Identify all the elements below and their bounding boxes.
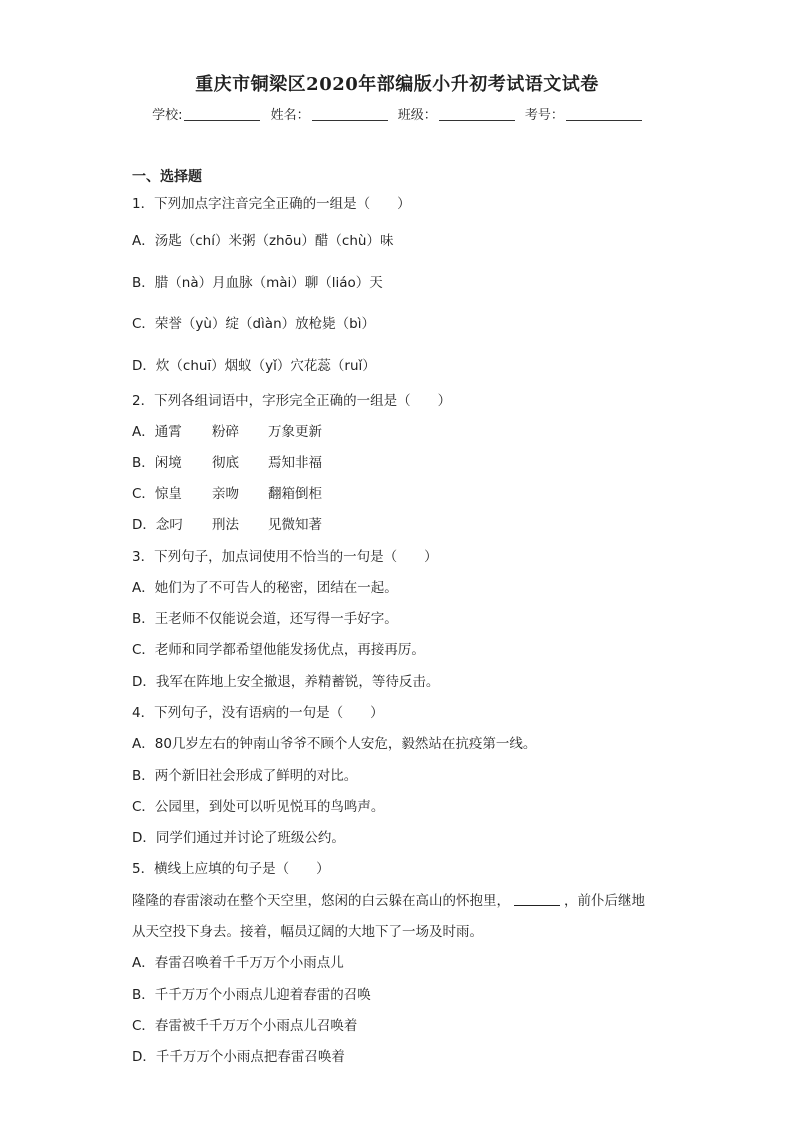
q1-option-d[interactable]: D．炊（chuī）烟蚁（yǐ）穴花蕊（ruǐ） [132,358,376,374]
q2-a-word-2: 粉碎 [212,424,239,440]
q5-option-a[interactable]: A．春雷召唤着千千万万个小雨点儿 [132,955,344,971]
q3-option-a[interactable]: A．她们为了不可告人的秘密，团结在一起。 [132,580,398,596]
school-field[interactable] [152,104,260,123]
q3-stem: 3．下列句子，加点词使用不恰当的一句是（ ） [132,549,438,565]
q1-option-c[interactable]: C．荣誉（yù）绽（dìàn）放枪毙（bì） [132,316,375,332]
q2-c-word-1: C．惊皇 [132,486,182,502]
q2-option-d[interactable] [132,513,322,533]
q2-option-a[interactable] [132,420,322,440]
q2-b-word-2: 彻底 [212,455,239,471]
q5-answer-blank[interactable] [514,893,560,906]
q2-c-word-2: 亲吻 [212,486,239,502]
q5-option-d[interactable]: D．千千万万个小雨点把春雷召唤着 [132,1049,345,1065]
q2-d-word-2: 刑法 [212,517,239,533]
class-blank[interactable] [439,108,515,121]
q3-option-b[interactable]: B．王老师不仅能说会道，还写得一手好字。 [132,611,398,627]
q2-stem: 2．下列各组词语中，字形完全正确的一组是（ ） [132,393,452,409]
class-field[interactable] [398,104,515,123]
school-label: 学校: [152,108,183,123]
q2-d-word-3: 见微知著 [268,517,322,533]
q2-option-b[interactable] [132,451,322,471]
q1-option-b[interactable]: B．腊（nà）月血脉（mài）聊（liáo）天 [132,275,383,291]
q3-option-d[interactable]: D．我军在阵地上安全撤退，养精蓄锐，等待反击。 [132,674,440,690]
q3-option-c[interactable]: C．老师和同学都希望他能发扬优点，再接再厉。 [132,642,425,658]
q4-option-d[interactable]: D．同学们通过并讨论了班级公约。 [132,830,345,846]
q5-passage-part-1: 隆隆的春雷滚动在整个天空里，悠闲的白云躲在高山的怀抱里， [132,893,510,909]
q4-option-b[interactable]: B．两个新旧社会形成了鲜明的对比。 [132,768,358,784]
q5-passage-line-2: 从天空投下身去。接着，幅员辽阔的大地下了一场及时雨。 [132,924,483,940]
q5-option-b[interactable]: B．千千万万个小雨点儿迎着春雷的召唤 [132,987,371,1003]
school-blank[interactable] [184,108,260,121]
student-info-row [0,104,794,123]
class-label: 班级： [397,108,437,123]
q2-b-word-3: 焉知非福 [268,455,322,471]
q5-option-c[interactable]: C．春雷被千千万万个小雨点儿召唤着 [132,1018,358,1034]
q2-a-word-3: 万象更新 [268,424,322,440]
q4-stem: 4．下列句子，没有语病的一句是（ ） [132,705,384,721]
q1-option-a[interactable]: A．汤匙（chí）米粥（zhōu）醋（chù）味 [132,233,394,249]
q4-option-c[interactable]: C．公园里，到处可以听见悦耳的鸟鸣声。 [132,799,385,815]
q2-option-c[interactable] [132,482,322,502]
q1-stem: 1．下列加点字注音完全正确的一组是（ ） [132,196,411,212]
q2-c-word-3: 翻箱倒柜 [268,486,322,502]
exam-number-field[interactable] [525,104,642,123]
q2-b-word-1: B．闲境 [132,455,182,471]
exam-number-label: 考号： [524,108,564,123]
q2-d-word-1: D．念叼 [132,517,183,533]
name-label: 姓名： [270,108,310,123]
q5-passage-line-1 [132,889,645,909]
exam-title: 重庆市铜梁区2020年部编版小升初考试语文试卷 [195,74,599,95]
q5-stem: 5．横线上应填的句子是（ ） [132,861,330,877]
q2-a-word-1: A．通霄 [132,424,182,440]
name-field[interactable] [271,104,388,123]
exam-number-blank[interactable] [566,108,642,121]
q5-passage-part-2: ，前仆后继地 [564,893,645,909]
q4-option-a[interactable]: A．80几岁左右的钟南山爷爷不顾个人安危，毅然站在抗疫第一线。 [132,736,537,752]
section-heading: 一、选择题 [132,169,202,185]
name-blank[interactable] [312,108,388,121]
